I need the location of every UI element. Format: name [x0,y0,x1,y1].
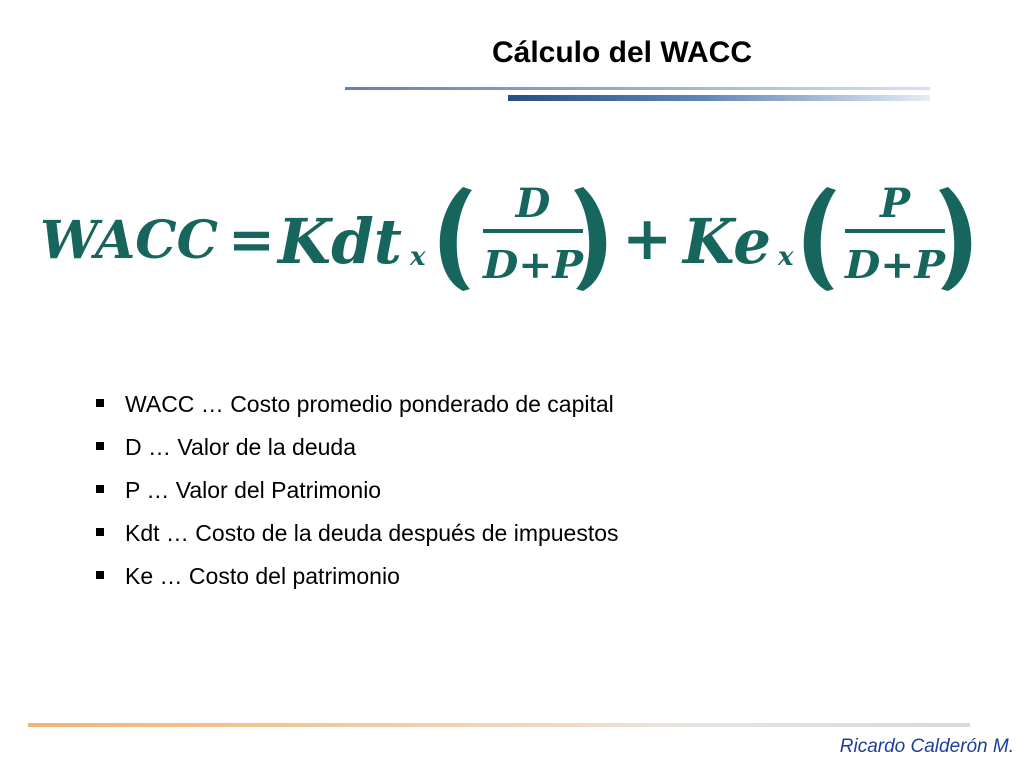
fraction2-numerator: P [879,180,911,227]
square-bullet-icon [96,485,104,493]
definition-text: WACC … Costo promedio ponderado de capital [125,391,614,417]
footer-rule [28,723,970,727]
square-bullet-icon [96,528,104,536]
title-underline-thin [345,87,930,90]
paren-left-1 [440,187,472,291]
wacc-formula [0,175,1024,305]
square-bullet-icon [96,399,104,407]
definition-item [96,433,619,476]
formula-lhs: WACC [40,210,218,271]
formula-times-1: x [410,242,426,272]
formula-equals: = [228,207,275,273]
formula-plus: + [622,204,673,274]
formula-term-ke: Ke [681,205,771,278]
fraction1-bar [483,229,583,233]
fraction1-numerator: D [515,180,551,227]
author-name: Ricardo Calderón M. [839,736,1014,757]
definition-text: P … Valor del Patrimonio [125,477,382,503]
formula-term-kdt: Kdt [276,205,403,278]
fraction1-denominator: D+P [481,242,585,287]
title-underline-thick [508,95,930,101]
formula-times-2: x [778,242,794,272]
fraction2-bar [845,229,945,233]
definition-item [96,476,619,519]
paren-left-2 [804,187,836,291]
square-bullet-icon [96,442,104,450]
definition-text: D … Valor de la deuda [125,434,356,460]
slide-title: Cálculo del WACC [491,36,753,69]
formula-graphic [0,175,1024,305]
definition-text: Kdt … Costo de la deuda después de impuestos [125,520,619,546]
square-bullet-icon [96,571,104,579]
definition-item [96,390,619,433]
definition-item [96,562,619,605]
fraction2-denominator: D+P [843,242,947,287]
definition-item [96,519,619,562]
definitions-list [96,390,619,605]
definition-text: Ke … Costo del patrimonio [125,563,400,589]
